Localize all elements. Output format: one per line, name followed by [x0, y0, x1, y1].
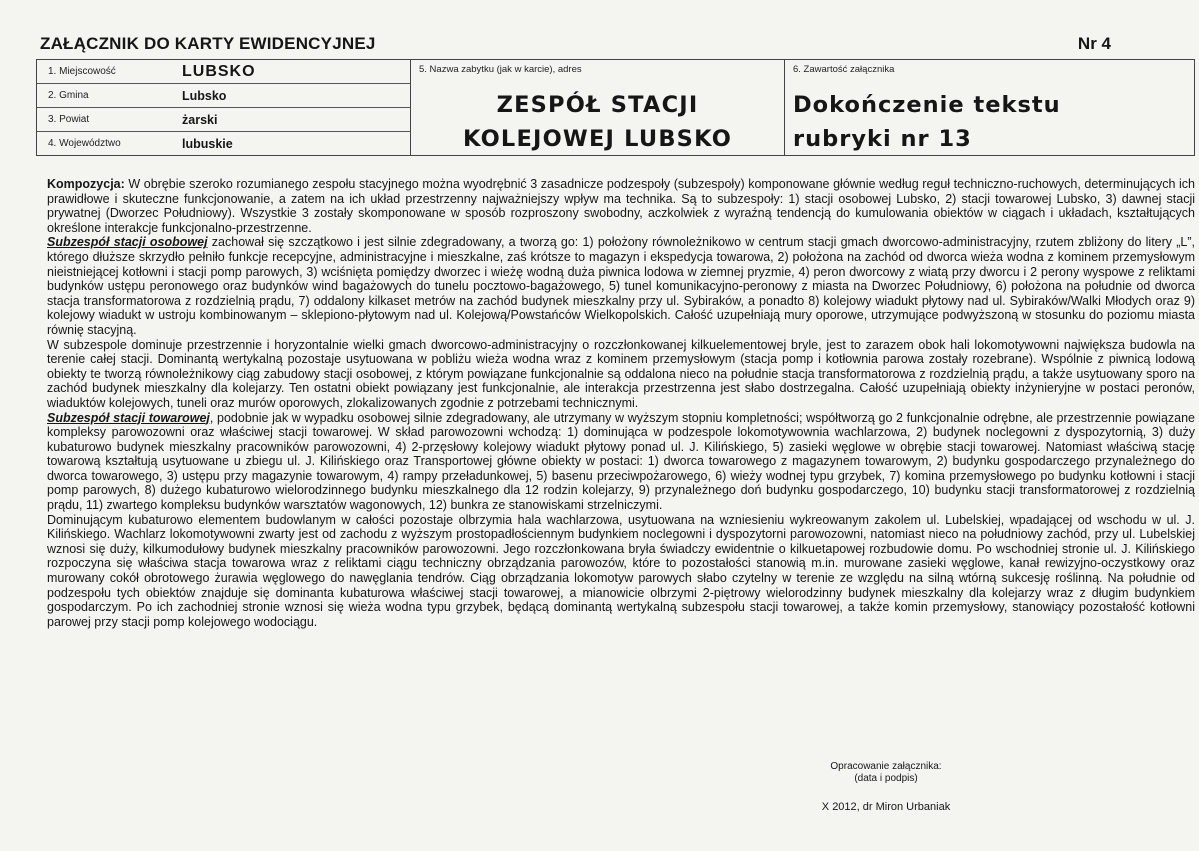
monument-name-label: 5. Nazwa zabytku (jak w karcie), adres — [419, 64, 582, 75]
monument-name-cell — [411, 60, 785, 155]
field-powiat — [37, 108, 410, 132]
monument-name-line-2: KOLEJOWEJ LUBSKO — [462, 126, 733, 152]
field-label: 2. Gmina — [48, 90, 89, 101]
author-signature: X 2012, dr Miron Urbaniak — [821, 801, 951, 813]
field-label: 3. Powiat — [48, 114, 90, 125]
attachment-contents-line-2: rubryki nr 13 — [793, 126, 972, 152]
field-miejscowosc — [37, 60, 410, 84]
location-fields — [37, 60, 411, 155]
paragraph-passenger-dominants: W subzespole dominuje przestrzennie i horyzontalnie wielki gmach dworcowo-administracyjny o rozczłonkowanej kilkuelementowej bryle, jest to zarazem obok hali lokomotywowni największa budowla na terenie całej stacji. Dominantą wertykalną pozostaje usytuowana w pobliżu wieża wodna wraz z kominem przemysłowym (stacja pomp i kotłownia parowa zostały rozebrane). Wspólnie z piwnicą lodową obiekty te tworzą równoleżnikowy ciąg zabudowy stacji osobowej, z którym powiązane funkcjonalnie są oddalona nieco na południe stacja transformatorowa z rozdzielnią prądu, a także usytuowany sporo na zachód budynek mieszkalny dla kolejarzy. Ten ostatni obiekt powiązany jest funkcjonalnie, ale interakcja przestrzenna jest słabo dostrzegalna. Całość uzupełniają obiekty inżynieryjne w postaci peronów, wiaduktów kolejowych, tuneli oraz murów oporowych, zlokalizowanych zgodnie z potrzebami technicznymi. — [47, 337, 1195, 410]
paragraph-passenger-station — [47, 235, 1195, 337]
monument-name — [411, 88, 784, 156]
field-gmina — [37, 84, 410, 108]
paragraph-freight-station — [47, 411, 1195, 513]
attachment-contents-cell — [785, 60, 1194, 155]
signature-label: Opracowanie załącznika: — [830, 761, 942, 772]
field-label: 1. Miejscowość — [48, 66, 116, 77]
paragraph-heading: Subzespół stacji osobowej — [47, 235, 208, 250]
paragraph-composition — [47, 177, 1195, 235]
body-text — [47, 177, 1195, 629]
field-value: LUBSKO — [182, 62, 256, 80]
attachment-contents-label: 6. Zawartość załącznika — [793, 64, 895, 75]
field-label: 4. Województwo — [48, 138, 121, 149]
title-bar — [40, 34, 1171, 54]
document-title: ZAŁĄCZNIK DO KARTY EWIDENCYJNEJ — [40, 34, 376, 53]
attachment-contents-line-1: Dokończenie tekstu — [793, 92, 1061, 118]
document-number: Nr 4 — [1077, 34, 1111, 53]
field-value: żarski — [182, 112, 218, 127]
field-wojewodztwo — [37, 132, 410, 155]
attachment-contents — [793, 88, 1190, 156]
paragraph-freight-dominants: Dominującym kubaturowo elementem budowlanym w całości pozostaje olbrzymia hala wachlarzowa, usytuowana na wzniesieniu wykreowanym zakolem ul. Lubelskiej, wpadającej od wschodu w ul. J. Kilińskiego. Wachlarz lokomotywowni zwarty jest od zachodu z wyższym prostopadłościennym budynkiem noclegowni i dyspozytorni parowozowni, natomiast nieco na południowy zachód, przy ul. Lubelskiej wznosi się duży, kilkumodułowy budynek mieszkalny pracowników parowozowni. Jego rozczłonkowana bryła świadczy ewidentnie o kilkuetapowej rozbudowie domu. Po wschodniej stronie ul. J. Kilińskiego rozpoczyna się właściwa stacja towarowa wraz z reliktami ciągu techniczny obrządzania parowozów, które to pozostałości stanowią m.in. murowane zasieki węglowe, kanał rewizyjno-oczystkowy oraz murowany cokół obrotowego żurawia węglowego do nawęglania tendrów. Ciąg obrządzania lokomotyw parowych słabo czytelny w terenie ze względu na silną wtórną sukcesję roślinną. Na południe od podzespołu tych obiektów znajduje się dominanta kubaturowa właściwej stacji towarowej, a mianowicie olbrzymi 2-piętrowy wielorodzinny budynek mieszkalny dla kolejarzy wraz z długim budynkiem gospodarczym. Po ich zachodniej stronie wznosi się wieża wodna typu grzybek, będącą dominantą wertykalną subzespołu stacji towarowej, a także komin przemysłowy, stanowiący pozostałość kotłowni parowej przy stacji pomp kolejowego wodociągu. — [47, 512, 1195, 629]
signature-block — [776, 761, 996, 785]
header-table — [36, 59, 1195, 156]
signature-sublabel: (data i podpis) — [854, 773, 918, 784]
field-value: Lubsko — [182, 88, 227, 103]
paragraph-heading: Subzespół stacji towarowej — [47, 410, 210, 425]
paragraph-text: W obrębie szeroko rozumianego zespołu stacyjnego można wyodrębnić 3 zasadnicze podzespoły (subzespoły) komponowane głównie według reguł techniczno-ruchowych, determinujących ich prawidłowe i skuteczne funkcjonowanie, a zatem na ich układ przestrzenny najważniejszy wpływ ma technika. Są to subzespoły: 1) stacji osobowej Lubsko, 2) stacji towarowej Lubsko, 3) dawnej stacji prywatnej (Dworzec Południowy). Wszystkie 3 zostały skomponowane w sposób rozproszony swobodny, aczkolwiek z wyraźną tendencją do kumulowania obiektów w ciągach i układach, kształtujących określone interakcje funkcjonalno-przestrzenne. — [47, 177, 1195, 235]
field-value: lubuskie — [182, 136, 233, 151]
monument-name-line-1: ZESPÓŁ STACJI — [496, 92, 699, 118]
paragraph-text: , podobnie jak w wypadku osobowej silnie zdegradowany, ale utrzymany w wyższym stopniu kompletności; współtworzą go 2 funkcjonalnie odrębne, ale przestrzennie powiązane kompleksy parowozowni oraz właściwej stacji towarowej. W skład parowozowni wchodzą: 1) dominująca w podzespole lokomotywownia wachlarzowa, 2) budynek noclegowni z dyspozytornią, 3) duży kubaturowo budynek mieszkalny pracowników parowozowni, 4) 2-przęsłowy kolejowy wiadukt płytowy ponad ul. J. Kilińskiego, 5) zasieki węglowe w obrębie stacji towarowej. Natomiast właściwą stację towarową kształtują usytuowane u zbiegu ul. J. Kilińskiego oraz Transportowej główne obiekty w postaci: 1) dworca towarowego z magazynem towarowym, 2) budynku gospodarczego przynależnego do dworca towarowego, 3) ustępu przy magazynie towarowym, 4) rampy przeładunkowej, 5) basenu przeciwpożarowego, 6) wieży wodnej typu grzybek, 7) komina przemysłowego po budynku kotłowni i stacji pomp parowych, 8) dużego kubaturowo wielorodzinnego budynku mieszkalnego dla 12 rodzin kolejarzy, 9) przynależnego doń budynku gospodarczego, 10) budynku stacji transformatorowej z rozdzielnią prądu, 11) zwartego kompleksu budynków warsztatów wagonowych, 12) bunkra ze stanowiskami strzelniczymi. — [47, 410, 1196, 513]
paragraph-lead: Kompozycja: — [47, 177, 125, 191]
paragraph-text: zachował się szczątkowo i jest silnie zdegradowany, a tworzą go: 1) położony równoleżnikowo w centrum stacji gmach dworcowo-administracyjny, rzutem zbliżony do litery „L”, którego dłuższe skrzydło pełniło funkcje recepcyjne, administracyjne i mieszkalne, zaś krótsze to magazyn i ekspedycja towarowa, 2) położona na zachód od dworca wieża wodna z kominem przemysłowym nieistniejącej kotłowni i stacji pomp parowych, 3) wciśnięta pomiędzy dworzec i wieżę wodną duża piwnica lodowa w ziemnej pryzmie, 4) peron dworcowy z wiatą przy dworcu i 2 perony wyspowe z reliktami budynków ustępu peronowego oraz budynków wind bagażowych do tunelu pocztowo-bagażowego, 5) tunel komunikacyjno-peronowy z miasta na Dworzec Południowy, 6) położona na południe od dworca stacja transformatorowa z rozdzielnią prądu, 7) oddalony kilkaset metrów na zachód budynek mieszkalny przy ul. Sybiraków, a ponadto 8) kolejowy wiadukt płytowy nad ul. Sybiraków/Walki Młodych oraz 9) kolejowy wiadukt w ustroju kombinowanym – sklepiono-płytowym nad ul. Kolejową/Powstańców Wielkopolskich. Całość uzupełniają mury oporowe, utrzymujące podwyższoną w stosunku do poziomu miasta równię stacyjną. — [47, 235, 1196, 337]
